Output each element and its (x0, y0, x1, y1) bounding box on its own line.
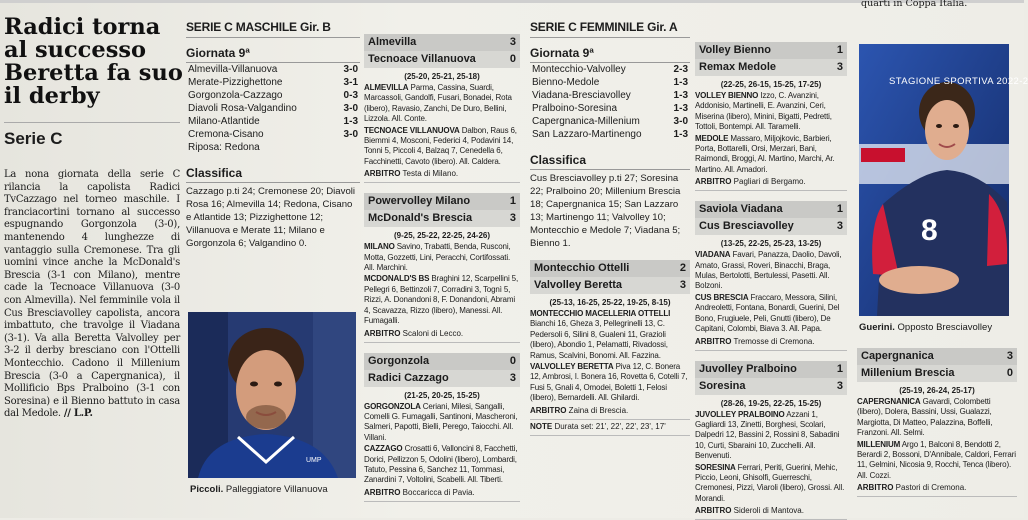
match-away-row (364, 51, 520, 68)
column-spacer (364, 0, 520, 30)
home-team-score: 1 (510, 193, 516, 210)
away-lineup-players: Argo 1, Balconi 8, Bendotti 2, Berardi 2, Bossoni, D'Annibale, Caldori, Ferrari 11, Gelmini, Nicosia 9, Rocchi, Tenca (libero). All. Cozzi. (857, 440, 1016, 480)
women-results-column (530, 0, 690, 518)
away-lineup-players: Fraccaro, Messora, Silini, Andreoletti, Fontana, Bonardi, Guerini, Del Bono, Frugiuele, Peli, Gnutti (libero), De Capitani, Colombi, Biava 3. All. Papa. (695, 293, 839, 333)
article-body (4, 169, 180, 421)
result-row (186, 63, 360, 76)
headline-line: Radici torna (4, 16, 180, 39)
away-lineup (530, 362, 690, 404)
result-match: Capergnanica-Millenium (532, 115, 640, 128)
result-score: 1-3 (674, 128, 688, 141)
result-row (530, 128, 690, 141)
match-spacer (364, 343, 520, 349)
home-lineup-players: Parma, Cassina, Suardi, Marcassoli, Gandolfi, Fusari, Bonadei, Rota (libero), Ravasio, Zanchi, De Duro, Bellini, Lizzola. All. Conte. (364, 83, 512, 123)
result-match: Viadana-Bresciavolley (532, 89, 631, 102)
away-team-name: Millenium Brescia (861, 365, 955, 382)
home-lineup-label: ALMEVILLA (364, 83, 408, 92)
away-team-score: 3 (837, 59, 843, 76)
match-sets: (25-13, 16-25, 25-22, 19-25, 8-15) (530, 297, 690, 308)
referee-name: Zaina di Brescia. (566, 406, 628, 415)
home-lineup (695, 250, 847, 292)
home-team-name: Saviola Viadana (699, 201, 783, 218)
referee-line (364, 328, 520, 343)
away-lineup-label: TECNOACE VILLANUOVA (364, 126, 460, 135)
away-team-name: Tecnoace Villanuova (368, 51, 476, 68)
men-classifica-text: Cazzago p.ti 24; Cremonese 20; Diavoli Rosa 16; Almevilla 14; Redona, Cisano e Atlantide 13; Pizzighettone 12; Villanuova e Merate 11; Milano e Gorgonzola 6; Valgandino 0. (186, 185, 360, 250)
result-match: Pralboino-Soresina (532, 102, 617, 115)
svg-text:8: 8 (921, 214, 938, 247)
away-team-score: 3 (837, 378, 843, 395)
referee-label: ARBITRO (857, 483, 893, 492)
away-lineup-label: MCDONALD'S BS (364, 274, 429, 283)
caption-role: Opposto Bresciavolley (895, 322, 992, 333)
result-score: 2-3 (674, 63, 688, 76)
away-team-score: 3 (510, 370, 516, 387)
referee-line (364, 168, 520, 183)
match-notes (530, 421, 690, 436)
home-lineup (695, 410, 847, 462)
away-lineup (364, 126, 520, 168)
home-team-score: 1 (837, 42, 843, 59)
home-lineup (364, 402, 520, 444)
away-lineup-label: VALVOLLEY BERETTA (530, 362, 614, 371)
result-match: Montecchio-Valvolley (532, 63, 626, 76)
result-match: Gorgonzola-Cazzago (188, 89, 283, 102)
home-lineup-label: VIADANA (695, 250, 730, 259)
match-box (695, 42, 847, 191)
match-away-row (695, 59, 847, 76)
women-match-detail (530, 260, 690, 436)
home-team-score: 3 (510, 34, 516, 51)
away-team-score: 3 (837, 218, 843, 235)
referee-label: ARBITRO (695, 337, 731, 346)
home-team-name: Volley Bienno (699, 42, 771, 59)
result-score: 3-0 (344, 102, 358, 115)
match-home-row (364, 193, 520, 210)
top-continued-text: quarti in Coppa Italia. (853, 0, 1024, 9)
match-sets: (22-25, 26-15, 15-25, 17-25) (695, 79, 847, 90)
headline-line: il derby (4, 85, 180, 108)
caption-role: Palleggiatore Villanuova (223, 484, 327, 495)
photo-banner-text: STAGIONE SPORTIVA 2022-2 (889, 76, 1028, 87)
match-spacer (695, 191, 847, 197)
home-team-name: Juvolley Pralboino (699, 361, 797, 378)
referee-name: Tremosse di Cremona. (731, 337, 814, 346)
home-lineup-players: Azzani 1, Gagliardi 13, Zinetti, Borghesi, Scolari, Dalpedri 12, Bassini 2, Rossini 8, Sabadini 10, Curti, Sbaraini 10, Zucchelli. All. Benvenuti. (695, 410, 839, 461)
article-headline (4, 16, 180, 108)
away-team-name: Valvolley Beretta (534, 277, 622, 294)
men-match-details-column (364, 0, 520, 518)
result-row (186, 89, 360, 102)
match-away-row (530, 277, 690, 294)
home-team-name: Capergnanica (861, 348, 934, 365)
home-team-name: Gorgonzola (368, 353, 429, 370)
result-score: 1-3 (674, 89, 688, 102)
home-lineup (530, 309, 690, 361)
men-league-title: SERIE C MASCHILE Gir. B (186, 20, 360, 38)
result-match: Diavoli Rosa-Valgandino (188, 102, 297, 115)
away-team-name: McDonald's Brescia (368, 210, 472, 227)
player-illustration (188, 312, 356, 478)
caption-name: Guerini. (859, 322, 895, 333)
women-giornata-title: Giornata 9ª (530, 46, 690, 63)
result-score: 1-3 (344, 115, 358, 128)
capergnanica-match-detail (857, 344, 1017, 497)
match-home-row (695, 42, 847, 59)
referee-line (695, 336, 847, 351)
referee-name: Boccaricca di Pavia. (400, 488, 474, 497)
home-team-score: 0 (510, 353, 516, 370)
referee-line (857, 482, 1017, 497)
match-box (364, 353, 520, 502)
away-team-name: Soresina (699, 378, 745, 395)
away-lineup (695, 134, 847, 176)
home-team-name: Powervolley Milano (368, 193, 470, 210)
match-home-row (364, 353, 520, 370)
home-lineup-label: VOLLEY BIENNO (695, 91, 758, 100)
women-results-list (530, 63, 690, 141)
match-away-row (695, 218, 847, 235)
home-lineup (364, 83, 520, 125)
result-score: 1-3 (674, 102, 688, 115)
away-team-name: Remax Medole (699, 59, 776, 76)
referee-label: ARBITRO (695, 177, 731, 186)
result-match: Merate-Pizzighettone (188, 76, 283, 89)
home-lineup (857, 397, 1017, 439)
caption-name: Piccoli. (190, 484, 223, 495)
player-photo-piccoli (188, 312, 356, 478)
match-away-row (364, 210, 520, 227)
article-text: La nona giornata della serie C rilancia la capolista Radici TvCazzago nel torneo maschile. I franciacortini tornano al successo espugnando Gorgonzola (3-0), mantenendo 4 lunghezze di vantaggio sulla Cremonese. Tra gli uomini vince anche la McDonald's Brescia (3-1 con Milano), mentre cade la Tecnoace Villanuova (3-0 con Almevilla). Nel femminile vola il Cus Bresciavolley capolista, ancora imbattuto, che travolge il Viadana (3-1). Va alla Beretta Valvolley per 3-2 il derby bresciano con l'Ottelli Montecchio. Cadono il Millenium Brescia (3-0 a Capergnanica), il Mollificio Bps Pralboino (3-1 con Soresina) e il Bienno battuto in casa dal Medole. (4, 169, 180, 419)
home-lineup (695, 91, 847, 133)
photo-caption-piccoli (190, 484, 360, 495)
result-score: 3-0 (344, 128, 358, 141)
away-lineup-players: Braghini 12, Scarpellini 5, Pellegri 6, Bettinzoli 7, Corradini 3, Tognì 5, Rizzi, A. Donandoni 8, F. Donandoni, Abrami 4, Scavazza, Rizzo (libero), Manessi. All. Fumagalli. (364, 274, 518, 325)
away-team-score: 3 (510, 210, 516, 227)
match-sets: (13-25, 22-25, 25-23, 13-25) (695, 238, 847, 249)
away-team-name: Cus Bresciavolley (699, 218, 794, 235)
result-row (186, 115, 360, 128)
away-lineup-label: CAZZAGO (364, 444, 403, 453)
result-row (186, 76, 360, 89)
notes-text: Durata set: 21', 22', 22', 23', 17' (552, 422, 665, 431)
match-box (364, 34, 520, 183)
away-lineup (695, 293, 847, 335)
result-match: Bienno-Medole (532, 76, 599, 89)
article-signature: // L.P. (64, 408, 93, 419)
match-spacer (364, 183, 520, 189)
home-team-score: 1 (837, 361, 843, 378)
away-lineup-players: Ferrari, Periti, Guerini, Mehic, Piccio, Leoni, Ghisolfi, Guerreschi, Cremonesi, Pizzi, Viaroli (libero), Grossi. All. Morandi. (695, 463, 844, 503)
match-box (857, 348, 1017, 497)
home-lineup-players: Savino, Trabatti, Benda, Rusconi, Motta, Gozzetti, Lini, Peracchi, Cortifossati. All. Marchini. (364, 242, 511, 272)
away-team-score: 0 (510, 51, 516, 68)
result-row (530, 115, 690, 128)
match-box (364, 193, 520, 342)
result-row (530, 102, 690, 115)
home-lineup-label: MONTECCHIO MACELLERIA OTTELLI (530, 309, 670, 318)
home-lineup-label: GORGONZOLA (364, 402, 421, 411)
result-match: San Lazzaro-Martinengo (532, 128, 642, 141)
svg-text:UMP: UMP (306, 457, 322, 464)
result-score: 0-3 (344, 89, 358, 102)
result-match: Almevilla-Villanuova (188, 63, 277, 76)
match-sets: (25-19, 26-24, 25-17) (857, 385, 1017, 396)
match-home-row (530, 260, 690, 277)
home-lineup-label: MILANO (364, 242, 395, 251)
match-home-row (857, 348, 1017, 365)
men-results-column (186, 0, 360, 518)
match-box (695, 201, 847, 350)
result-score: 3-0 (344, 63, 358, 76)
match-away-row (364, 370, 520, 387)
result-match: Riposa: Redona (188, 141, 260, 154)
referee-line (530, 405, 690, 420)
home-lineup-players: Bianchi 16, Gheza 3, Pellegrinelli 13, C. Pedersoli 6, Silini 8, Gualeni 11, Grazioli (libero), Abondio 1, Pelamatti, Rivadossi, Ramus, Scalvini, Bonomi. All. Fazzina. (530, 319, 668, 359)
women-league-title: SERIE C FEMMINILE Gir. A (530, 20, 690, 38)
match-box (530, 260, 690, 436)
home-team-name: Montecchio Ottelli (534, 260, 629, 277)
referee-label: ARBITRO (364, 329, 400, 338)
men-results-list (186, 63, 360, 154)
match-sets: (25-20, 25-21, 25-18) (364, 71, 520, 82)
away-lineup (857, 440, 1017, 482)
result-row (530, 89, 690, 102)
women-match-details-column (695, 0, 847, 518)
home-lineup-label: JUVOLLEY PRALBOINO (695, 410, 785, 419)
referee-line (364, 487, 520, 502)
photo-and-match-column (853, 0, 1024, 518)
men-giornata-title: Giornata 9ª (186, 46, 360, 63)
away-lineup (364, 274, 520, 326)
referee-name: Sideroli di Mantova. (731, 506, 803, 515)
match-sets: (28-26, 19-25, 22-25, 15-25) (695, 398, 847, 409)
section-label: Serie C (4, 122, 180, 149)
result-row (530, 63, 690, 76)
result-row (186, 141, 360, 154)
headline-line: al successo (4, 39, 180, 62)
away-lineup-label: MEDOLE (695, 134, 728, 143)
referee-name: Pagliari di Bergamo. (731, 177, 805, 186)
away-lineup-players: Piva 12, C. Bonera 12, Ambrosi, I. Bonera 16, Rovetta 6, Cotelli 7, Fusi 5, Gnali 4, Omodei, Boletti 1, Felosi (libero), Bernardelli. All. Ghilardi. (530, 362, 687, 402)
home-lineup (364, 242, 520, 273)
home-team-score: 3 (1007, 348, 1013, 365)
home-team-score: 2 (680, 260, 686, 277)
men-classifica-title: Classifica (186, 166, 360, 183)
article-column (4, 0, 180, 518)
home-team-score: 1 (837, 201, 843, 218)
away-lineup-label: SORESINA (695, 463, 736, 472)
referee-label: ARBITRO (530, 406, 566, 415)
away-lineup-label: CUS BRESCIA (695, 293, 748, 302)
match-home-row (695, 201, 847, 218)
match-sets: (21-25, 20-25, 15-25) (364, 390, 520, 401)
match-away-row (857, 365, 1017, 382)
home-lineup-players: Favari, Panazza, Daolio, Davoli, Amato, Grassi, Roveri, Binacchi, Braga, Mulas, Bertolotti, Bertulessi, Pasetti. All. Bolzoni. (695, 250, 842, 290)
player-photo-guerini (859, 44, 1009, 316)
notes-label: NOTE (530, 422, 552, 431)
away-team-score: 0 (1007, 365, 1013, 382)
referee-label: ARBITRO (364, 488, 400, 497)
result-score: 3-1 (344, 76, 358, 89)
away-lineup-players: Dalbon, Raus 6, Biemmi 4, Mosconi, Federici 4, Podavini 14, Tonni 5, Piccoli 4, Balzaq 7, Cenedella 6, Facchinetti, Cavoto (libero). All. Caldera. (364, 126, 517, 166)
result-row (530, 76, 690, 89)
away-team-name: Radici Cazzago (368, 370, 449, 387)
referee-label: ARBITRO (364, 169, 400, 178)
column-spacer (695, 0, 847, 38)
home-lineup-label: CAPERGNANICA (857, 397, 921, 406)
headline-line: Beretta fa suo (4, 62, 180, 85)
match-sets: (9-25, 25-22, 22-25, 24-26) (364, 230, 520, 241)
match-spacer (695, 351, 847, 357)
referee-name: Scaloni di Lecco. (400, 329, 463, 338)
referee-name: Pastori di Cremona. (893, 483, 966, 492)
referee-line (695, 505, 847, 520)
away-lineup-label: MILLENIUM (857, 440, 900, 449)
result-row (186, 102, 360, 115)
match-box (695, 361, 847, 520)
home-lineup-players: Gavardi, Colombetti (libero), Dolera, Bassini, Ussi, Gualazzi, Margiotta, Di Matteo, Palazzina, Boffelli, Franzoni. All. Selmi. (857, 397, 992, 437)
result-score: 3-0 (674, 115, 688, 128)
referee-label: ARBITRO (695, 506, 731, 515)
result-match: Milano-Atlantide (188, 115, 260, 128)
home-team-name: Almevilla (368, 34, 416, 51)
match-away-row (695, 378, 847, 395)
away-lineup (695, 463, 847, 505)
result-match: Cremona-Cisano (188, 128, 264, 141)
away-team-score: 3 (680, 277, 686, 294)
result-score: 1-3 (674, 76, 688, 89)
away-lineup-players: Crosatti 6, Valloncini 8, Facchetti, Dorici, Pellizzon 5, Odolini (libero), Lombardi, Tatuto, Pessina 6, Sanchez 11, Tommasi, Zanardini 7, Voltolini, Scabelli. All. Tiberti. (364, 444, 517, 484)
home-lineup-players: Ceriani, Milesi, Sangalli, Comelli G. Fumagalli, Santinoni, Mascheroni, Salmeri, Papotti, Bielli, Perego, Taiocchi. All. Villani. (364, 402, 517, 442)
photo-caption-guerini (859, 322, 1019, 333)
away-lineup-players: Massaro, Miljojkovic, Barbieri, Porta, Bottarelli, Orsi, Merzari, Bani, Raimondi, Broggi, Al. Martino, Marchi, Ar. Martino. All. Amadori. (695, 134, 835, 174)
referee-line (695, 176, 847, 191)
away-lineup (364, 444, 520, 486)
result-row (186, 128, 360, 141)
match-home-row (695, 361, 847, 378)
women-classifica-text: Cus Bresciavolley p.ti 27; Soresina 22; Pralboino 20; Millenium Brescia 18; Capergnanica 15; San Lazzaro 13; Martinengo 11; Valvolley 10; Montecchio e Medole 7; Viadana 5; Bienno 1. (530, 172, 690, 250)
referee-name: Testa di Milano. (400, 169, 458, 178)
home-lineup-players: Izzo, C. Avanzini, Addonisio, Martinelli, E. Avanzini, Ceri, Miserina (libero), Minini, Bigatti, Pedretti, Tottoli, Bontempi. All. Taramelli. (695, 91, 832, 131)
women-classifica-title: Classifica (530, 153, 690, 170)
match-home-row (364, 34, 520, 51)
